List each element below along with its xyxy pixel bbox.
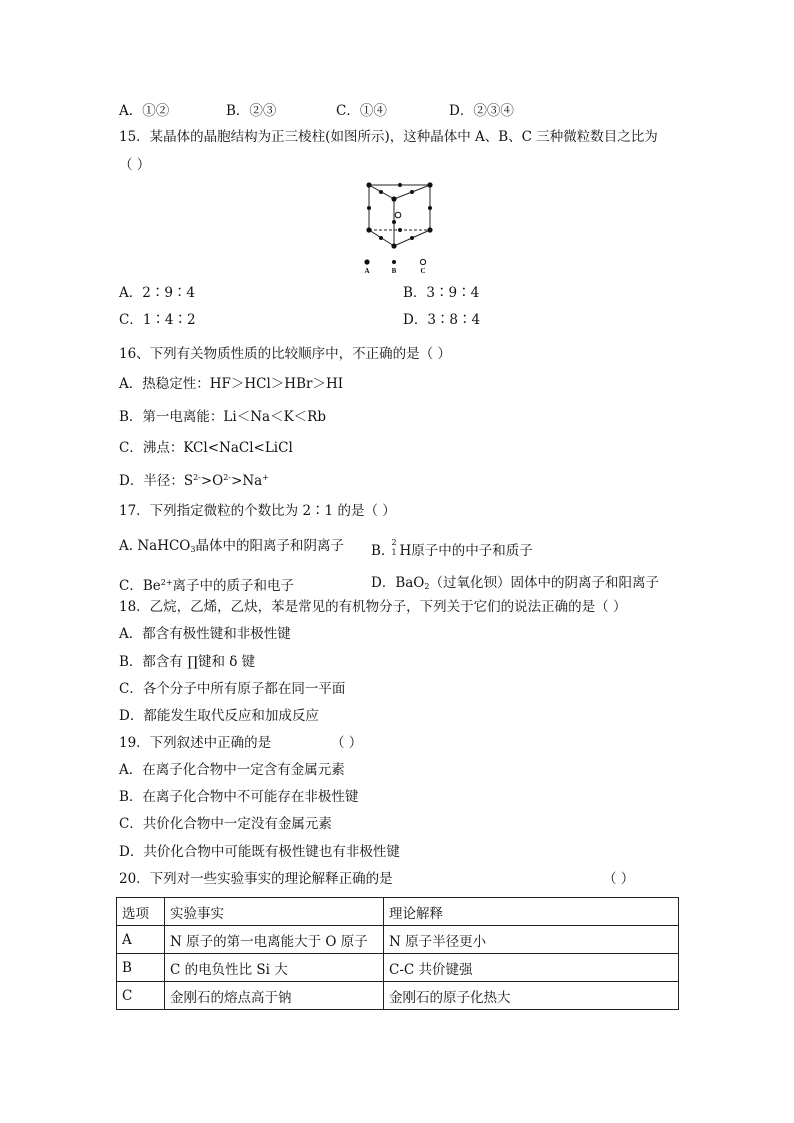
q17-option-c: C．$Be^{2+}$离子中的质子和电子	[119, 578, 295, 594]
particle-a	[366, 182, 371, 187]
q15-option-c: C．1∶4∶2	[119, 312, 196, 328]
particle-a	[427, 227, 432, 232]
particle-c	[395, 212, 401, 218]
q14-option-a: A．①②	[119, 103, 170, 119]
q14-option-d: D．②③④	[449, 103, 514, 119]
legend-c-dot	[420, 259, 425, 264]
q18-stem: 18．乙烷，乙烯，乙炔，苯是常见的有机物分子，下列关于它们的说法正确的是（ ）	[119, 599, 627, 615]
table-row	[117, 954, 679, 982]
table-cell: N 原子的第一电离能大于 O 原子	[165, 926, 384, 954]
legend-a-label: A	[364, 267, 370, 275]
particle-b	[428, 206, 432, 210]
nuclide-notation: 2 1	[391, 538, 397, 557]
q16-option-c: C．沸点：KCl<NaCl<LiCl	[119, 440, 293, 456]
particle-a	[391, 243, 396, 248]
q18-option-b: B．都含有 ∏键和 δ 键	[119, 654, 256, 670]
particle-b	[410, 190, 414, 194]
q15-option-a: A．2∶9∶4	[119, 285, 196, 301]
q15-option-d: D．3∶8∶4	[403, 312, 481, 328]
particle-b	[398, 183, 402, 187]
legend-c-label: C	[420, 267, 426, 275]
table-header-cell: 选项	[117, 898, 165, 926]
q20-table	[116, 897, 679, 1010]
q17-stem: 17．下列指定微粒的个数比为 2∶1 的是（ ）	[119, 503, 396, 519]
q15-stem: 15．某晶体的晶胞结构为正三棱柱(如图所示)，这种晶体中 A、B、C 三种微粒数目之比为	[119, 129, 658, 145]
q16-option-d: D．半径：$S^{2-}>O^{2-}>Na^+$	[119, 473, 269, 489]
table-row	[117, 982, 679, 1010]
particle-b	[367, 206, 371, 210]
table-header-cell: 理论解释	[384, 898, 679, 926]
table-header-row	[117, 898, 679, 926]
q15-option-b: B．3∶9∶4	[403, 285, 480, 301]
q19-option-d: D．共价化合物中可能既有极性键也有非极性键	[119, 844, 400, 860]
legend-a-dot	[364, 259, 369, 264]
q17-option-a: A. NaHCO$_3$晶体中的阳离子和阴离子	[119, 538, 344, 554]
q20-stem: 20．下列对一些实验事实的理论解释正确的是	[119, 871, 393, 887]
q14-option-c: C．①④	[336, 103, 387, 119]
q19-option-a: A．在离子化合物中一定含有金属元素	[119, 762, 345, 778]
table-cell: A	[117, 926, 165, 954]
q19-answer-paren: （ ）	[331, 735, 363, 751]
particle-a	[391, 196, 396, 201]
table-cell: 金刚石的原子化热大	[384, 982, 679, 1010]
crystal-cell-diagram	[360, 178, 440, 276]
table-cell: B	[117, 954, 165, 982]
particle-a	[427, 182, 432, 187]
particle-b	[379, 236, 383, 240]
q19-stem: 19．下列叙述中正确的是	[119, 735, 272, 751]
particle-a	[366, 227, 371, 232]
q18-option-a: A．都含有极性键和非极性键	[119, 626, 291, 642]
table-cell: 金刚石的熔点高于钠	[165, 982, 384, 1010]
table-header-cell: 实验事实	[165, 898, 384, 926]
particle-b	[410, 236, 414, 240]
table-cell: C 的电负性比 Si 大	[165, 954, 384, 982]
particle-b	[398, 228, 402, 232]
q16-stem: 16、下列有关物质性质的比较顺序中，不正确的是（ ）	[119, 346, 451, 362]
table-row	[117, 926, 679, 954]
legend-b-dot	[392, 260, 396, 264]
q19-option-c: C．共价化合物中一定没有金属元素	[119, 816, 332, 832]
q16-option-b: B．第一电离能：Li＜Na＜K＜Rb	[119, 409, 326, 425]
q17-option-d: D．BaO$_2$（过氧化钡）固体中的阴离子和阳离子	[371, 575, 659, 591]
legend-b-label: B	[391, 267, 397, 275]
particle-b	[379, 190, 383, 194]
particle-b	[392, 220, 396, 224]
q16-option-a: A．热稳定性：HF＞HCl＞HBr＞HI	[119, 376, 344, 392]
q18-option-c: C．各个分子中所有原子都在同一平面	[119, 681, 346, 697]
q15-answer-paren: （ ）	[119, 157, 151, 173]
table-cell: N 原子半径更小	[384, 926, 679, 954]
q18-option-d: D．都能发生取代反应和加成反应	[119, 708, 319, 724]
q17-option-b: B. 2 1 H原子中的中子和质子	[371, 538, 533, 559]
q20-answer-paren: （ ）	[603, 871, 635, 887]
q14-option-b: B．②③	[226, 103, 277, 119]
table-cell: C-C 共价键强	[384, 954, 679, 982]
table-cell: C	[117, 982, 165, 1010]
q19-option-b: B．在离子化合物中不可能存在非极性键	[119, 789, 359, 805]
